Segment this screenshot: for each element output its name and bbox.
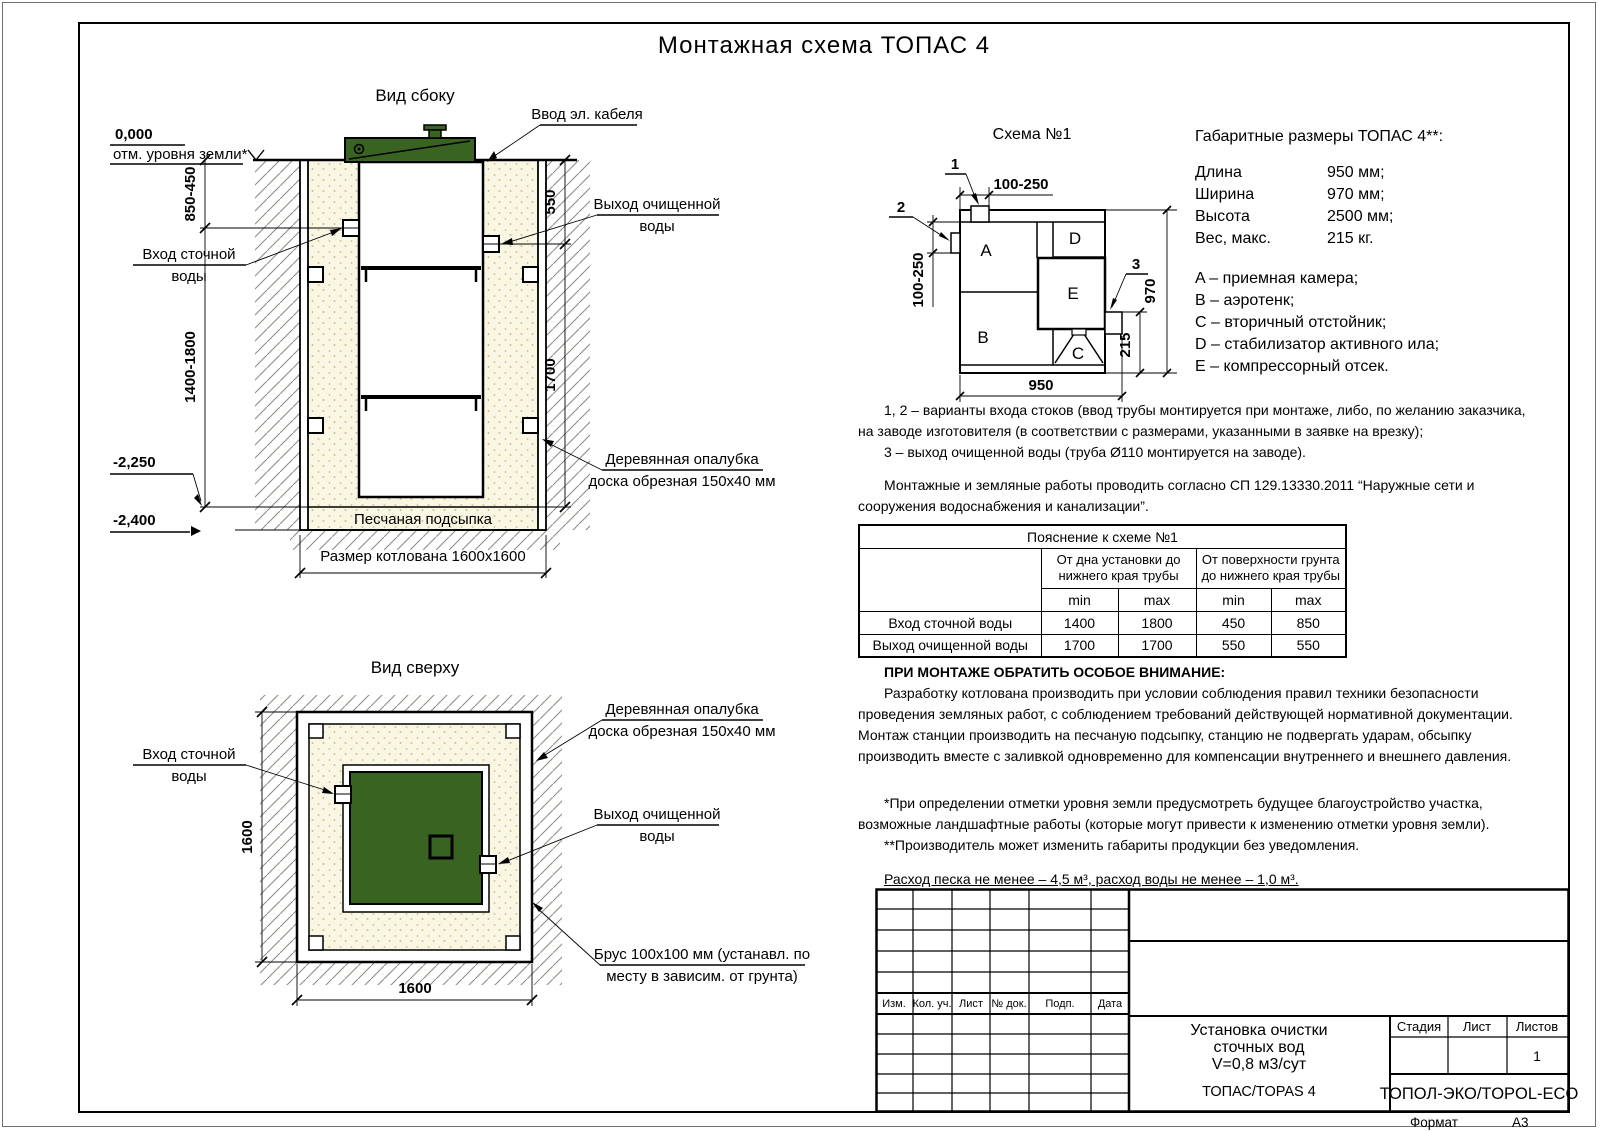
table-max2-header: max bbox=[1271, 588, 1346, 611]
attention-block bbox=[858, 662, 1540, 890]
row-value: 1800 bbox=[1118, 611, 1196, 634]
dim-550: 550 bbox=[542, 189, 559, 215]
schema-marker-1: 1 bbox=[950, 156, 960, 173]
product-name: ТОПАС/TOPAS 4 bbox=[1202, 1084, 1316, 1100]
inlet-label-1: Вход сточной bbox=[142, 246, 236, 263]
chamber-a: A bbox=[980, 241, 992, 260]
row-value: 1400 bbox=[1041, 611, 1118, 634]
dim-value: 2500 мм; bbox=[1327, 208, 1394, 225]
schema-dim-215: 215 bbox=[1117, 332, 1134, 358]
company-name: ТОПОЛ-ЭКО/TOPOL-ECO bbox=[1379, 1085, 1579, 1103]
sheets-value: 1 bbox=[1533, 1048, 1541, 1064]
schema-dim-left: 100-250 bbox=[910, 252, 927, 308]
sand-bed-label: Песчаная подсыпка bbox=[353, 511, 493, 528]
explanation-table bbox=[858, 524, 1347, 658]
timber-label-2: месту в зависим. от грунта) bbox=[606, 968, 798, 985]
schema-marker-2: 2 bbox=[896, 199, 906, 216]
footnote-land: *При определении отметки уровня земли предусмотреть будущее благоустройство участка, возможные ландшафтные работы (которые могут привести к изменению отметки уровня земли). bbox=[858, 795, 1490, 832]
table-row bbox=[859, 634, 1346, 657]
col-izm: Изм. bbox=[882, 998, 906, 1010]
schema-drawing bbox=[845, 115, 1205, 415]
top-dim-1600-v: 1600 bbox=[239, 820, 256, 854]
timber-label-1: Брус 100х100 мм (устанавл. по bbox=[593, 946, 811, 963]
dim-row-height bbox=[1195, 206, 1540, 228]
top-formwork-label-1: Деревянная опалубка bbox=[605, 701, 759, 718]
schema-dim-950: 950 bbox=[1028, 377, 1054, 394]
top-inlet-label-1: Вход сточной bbox=[142, 746, 236, 763]
dim-1700: 1700 bbox=[542, 358, 559, 392]
table-row bbox=[859, 611, 1346, 634]
sheets-header: Листов bbox=[1515, 1019, 1559, 1034]
table-group1-header: От дна установки до нижнего края трубы bbox=[1041, 548, 1196, 588]
note-outlet: 3 – выход очищенной воды (труба Ø110 монтируется на заводе). bbox=[884, 444, 1306, 460]
dim-850-450: 850-450 bbox=[182, 166, 199, 222]
table-min2-header: min bbox=[1196, 588, 1271, 611]
dim-1400-1800: 1400-1800 bbox=[182, 331, 199, 403]
mark-2400: -2,400 bbox=[113, 512, 156, 529]
dim-label: Высота bbox=[1195, 208, 1250, 225]
overall-heading: Габаритные размеры ТОПАС 4**: bbox=[1195, 128, 1444, 145]
footnote-manufacturer: **Производитель может изменить габариты продукции без уведомления. bbox=[884, 837, 1360, 853]
overall-dimensions-block bbox=[1195, 128, 1540, 378]
outlet-label-1: Выход очищенной bbox=[593, 196, 721, 213]
table-corner-cell bbox=[859, 548, 1041, 611]
dim-label: Вес, макс. bbox=[1195, 230, 1271, 247]
format-label: Формат bbox=[1410, 1115, 1458, 1130]
top-inlet-label-2: воды bbox=[171, 768, 207, 785]
schema-marker-3: 3 bbox=[1131, 256, 1141, 273]
table-min1-header: min bbox=[1041, 588, 1118, 611]
table-max1-header: max bbox=[1118, 588, 1196, 611]
dim-row-weight bbox=[1195, 228, 1540, 250]
sheet-header: Лист bbox=[1462, 1019, 1492, 1034]
top-formwork-label-2: доска обрезная 150х40 мм bbox=[588, 723, 776, 740]
schema-dim-top: 100-250 bbox=[993, 176, 1049, 193]
row-label: Выход очищенной воды bbox=[859, 634, 1041, 657]
top-station bbox=[335, 765, 496, 912]
dim-row-width bbox=[1195, 184, 1540, 206]
cable-entry-label: Ввод эл. кабеля bbox=[531, 106, 643, 123]
ground-note: отм. уровня земли* bbox=[113, 146, 248, 163]
formwork-label-2: доска обрезная 150х40 мм bbox=[588, 473, 776, 490]
mark-2250: -2,250 bbox=[113, 454, 156, 471]
top-view-caption: Вид сверху bbox=[370, 658, 460, 677]
dim-row-length bbox=[1195, 162, 1540, 184]
doc-title-2: сточных вод bbox=[1213, 1039, 1305, 1056]
schema-caption: Схема №1 bbox=[992, 126, 1072, 143]
consumption-note: Расход песка не менее – 4,5 м³, расход воды не менее – 1,0 м³. bbox=[884, 871, 1299, 887]
col-doc: № док. bbox=[991, 998, 1027, 1010]
zero-mark: 0,000 bbox=[115, 126, 153, 143]
table-title: Пояснение к схеме №1 bbox=[859, 525, 1346, 548]
col-list: Лист bbox=[959, 998, 983, 1010]
col-kol: Кол. уч. bbox=[912, 998, 952, 1010]
col-date: Дата bbox=[1097, 998, 1123, 1010]
pit-size-label: Размер котлована 1600х1600 bbox=[320, 548, 526, 565]
legend-item-a: A – приемная камера; bbox=[1195, 270, 1359, 287]
legend-item-d: D – стабилизатор активного ила; bbox=[1195, 336, 1440, 353]
top-view-drawing bbox=[85, 680, 811, 1020]
formwork-label-1: Деревянная опалубка bbox=[605, 451, 759, 468]
legend-item-e: E – компрессорный отсек. bbox=[1195, 358, 1389, 375]
chamber-e: E bbox=[1067, 284, 1079, 303]
notes-block bbox=[858, 400, 1536, 517]
format-value: А3 bbox=[1512, 1115, 1529, 1130]
top-outlet-label-1: Выход очищенной bbox=[593, 806, 721, 823]
dim-value: 950 мм; bbox=[1327, 164, 1385, 181]
table-group2-header: От поверхности грунта до нижнего края трубы bbox=[1196, 548, 1346, 588]
col-sign: Подп. bbox=[1045, 998, 1075, 1010]
outlet-label-2: воды bbox=[639, 218, 675, 235]
attention-body: Разработку котлована производить при условии соблюдения правил техники безопасности проведения земляных работ, с соблюдением требований действующей нормативной документации. Монтаж станции производить на песчаную подсыпку, станцию не подвергать ударам, обсыпку производить вместе с заливкой одновременно для компенсации внутреннего и внешнего давления. bbox=[858, 685, 1513, 764]
note-variants: 1, 2 – варианты входа стоков (ввод трубы монтируется при монтаже, либо, по желанию заказчика, на заводе изготовителя (в соответствии с размерами, указанными в заявке на врезку); bbox=[858, 402, 1526, 439]
row-label: Вход сточной воды bbox=[859, 611, 1041, 634]
row-value: 1700 bbox=[1041, 634, 1118, 657]
side-view-drawing bbox=[85, 95, 785, 595]
row-value: 1700 bbox=[1118, 634, 1196, 657]
chamber-c: C bbox=[1071, 344, 1085, 363]
legend-item-c: C – вторичный отстойник; bbox=[1195, 314, 1387, 331]
legend-item-b: B – аэротенк; bbox=[1195, 292, 1295, 309]
chamber-d: D bbox=[1068, 229, 1082, 248]
page-title: Монтажная схема ТОПАС 4 bbox=[657, 32, 991, 59]
row-value: 550 bbox=[1271, 634, 1346, 657]
stage-header: Стадия bbox=[1396, 1019, 1442, 1034]
chamber-legend bbox=[1195, 268, 1540, 378]
dim-value: 215 кг. bbox=[1327, 230, 1374, 247]
top-outlet-label-2: воды bbox=[639, 828, 675, 845]
dim-label: Длина bbox=[1195, 164, 1242, 181]
doc-title-3: V=0,8 м3/сут bbox=[1211, 1056, 1307, 1073]
dim-label: Ширина bbox=[1195, 186, 1255, 203]
row-value: 450 bbox=[1196, 611, 1271, 634]
dim-value: 970 мм; bbox=[1327, 186, 1385, 203]
schema-dim-970: 970 bbox=[1142, 278, 1159, 304]
top-dim-1600-h: 1600 bbox=[398, 980, 432, 997]
chamber-b: B bbox=[977, 328, 989, 347]
title-block bbox=[875, 888, 1579, 1113]
attention-heading: ПРИ МОНТАЖЕ ОБРАТИТЬ ОСОБОЕ ВНИМАНИЕ: bbox=[884, 664, 1226, 680]
row-value: 550 bbox=[1196, 634, 1271, 657]
note-sp: Монтажные и земляные работы проводить согласно СП 129.13330.2011 “Наружные сети и сооружения водоснабжения и канализации”. bbox=[858, 477, 1475, 514]
row-value: 850 bbox=[1271, 611, 1346, 634]
side-view-caption: Вид сбоку bbox=[375, 86, 455, 105]
inlet-label-2: воды bbox=[171, 268, 207, 285]
schema-body bbox=[951, 206, 1122, 373]
doc-title-1: Установка очистки bbox=[1190, 1022, 1328, 1039]
